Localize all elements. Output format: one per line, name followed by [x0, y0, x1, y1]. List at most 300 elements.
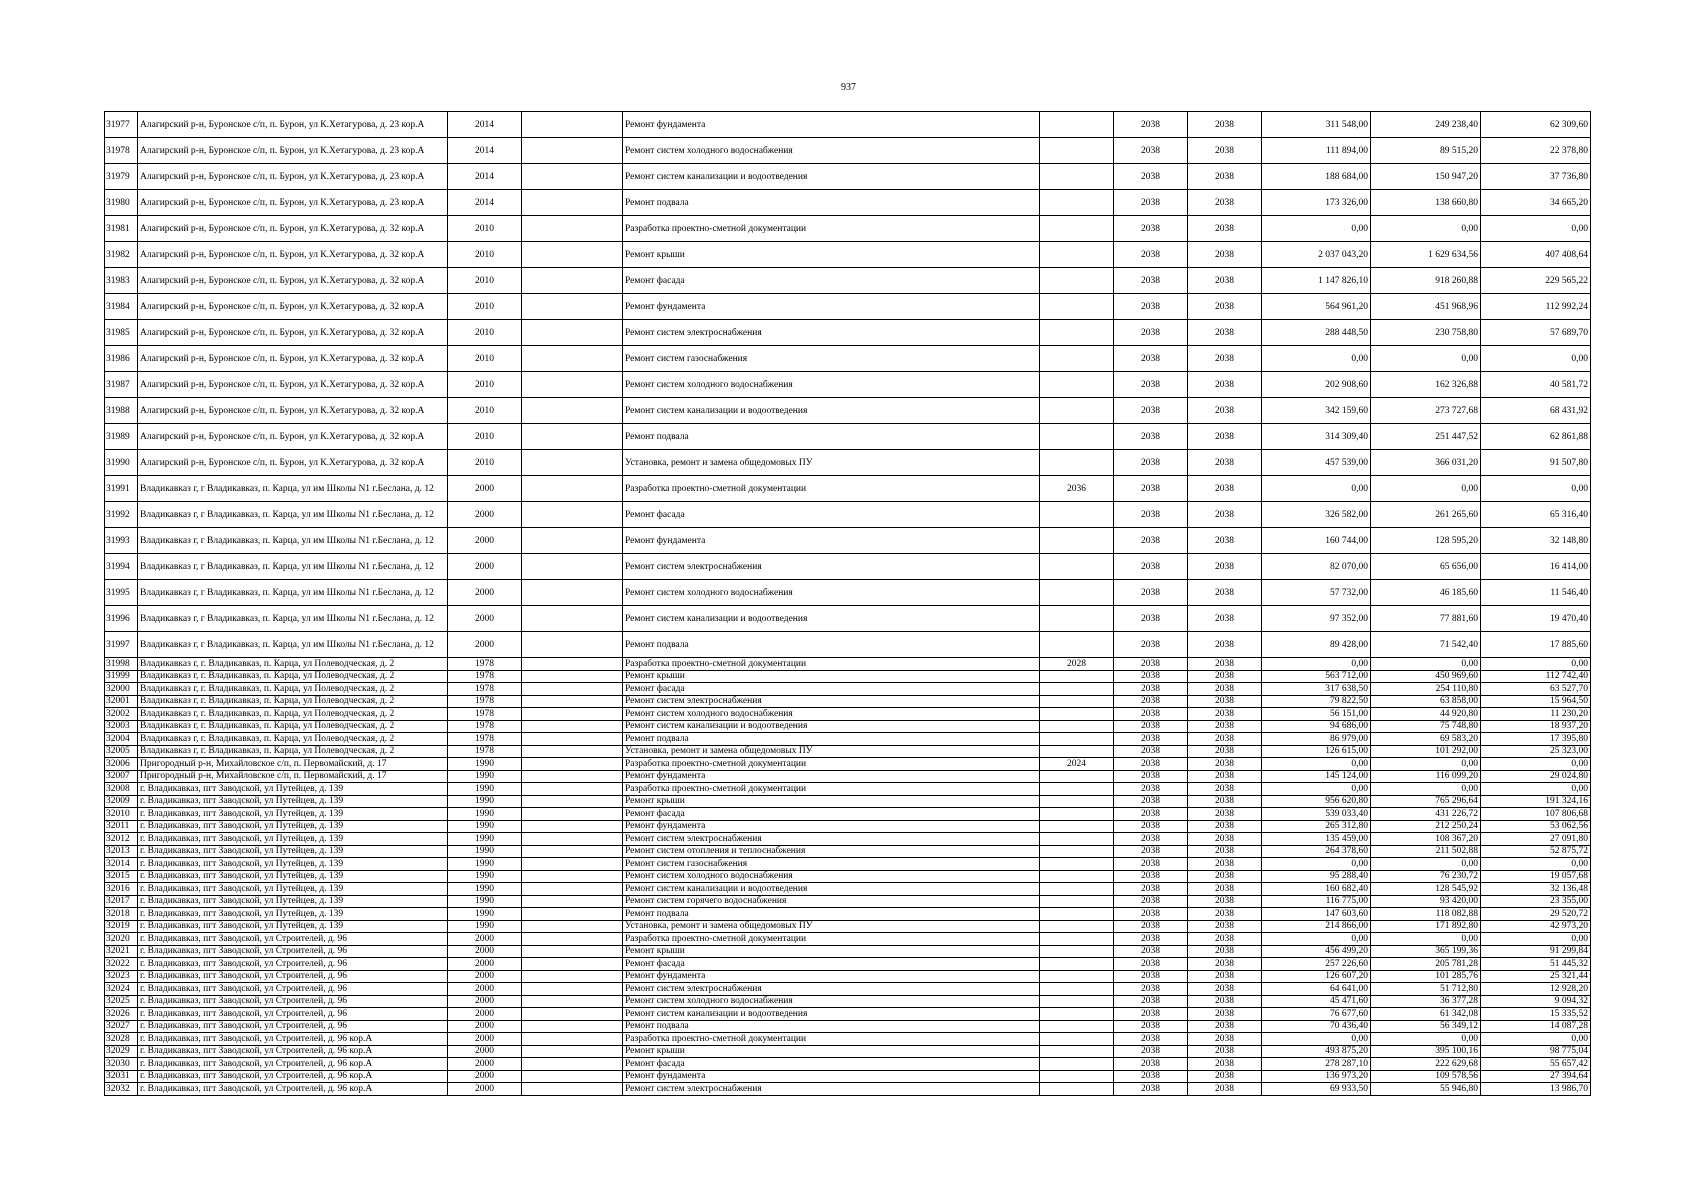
cell-record-id: 31992	[105, 502, 138, 528]
cell-plan-start-year: 2038	[1114, 1045, 1188, 1058]
cell-work-type: Ремонт подвала	[623, 1020, 1040, 1033]
cell-fund-amount: 918 260,88	[1371, 268, 1481, 294]
cell-plan-end-year: 2038	[1188, 795, 1262, 808]
cell-total-cost: 79 822,50	[1262, 695, 1371, 708]
cell-fund-amount: 55 946,80	[1371, 1083, 1481, 1096]
cell-last-repair-year	[1040, 683, 1114, 696]
cell-blank	[522, 216, 623, 242]
table-row	[105, 346, 1591, 372]
cell-blank	[522, 1070, 623, 1083]
cell-owners-amount: 29 024,80	[1481, 770, 1591, 783]
cell-owners-amount: 51 445,32	[1481, 958, 1591, 971]
cell-blank	[522, 670, 623, 683]
cell-work-type: Ремонт систем холодного водоснабжения	[623, 138, 1040, 164]
cell-address: Алагирский р-н, Буронское с/п, п. Бурон, ул К.Хетагурова, д. 23 кор.А	[138, 190, 448, 216]
table-row	[105, 450, 1591, 476]
cell-blank	[522, 845, 623, 858]
cell-plan-start-year: 2038	[1114, 708, 1188, 721]
cell-blank	[522, 858, 623, 871]
cell-work-type: Ремонт подвала	[623, 424, 1040, 450]
cell-work-type: Ремонт фундамента	[623, 112, 1040, 138]
cell-plan-start-year: 2038	[1114, 845, 1188, 858]
cell-work-type: Ремонт систем газоснабжения	[623, 858, 1040, 871]
cell-record-id: 32031	[105, 1070, 138, 1083]
cell-commissioning-year: 1990	[448, 908, 522, 921]
cell-last-repair-year	[1040, 883, 1114, 896]
table-row	[105, 502, 1591, 528]
cell-work-type: Ремонт фундамента	[623, 770, 1040, 783]
cell-fund-amount: 0,00	[1371, 216, 1481, 242]
table-row	[105, 372, 1591, 398]
cell-fund-amount: 249 238,40	[1371, 112, 1481, 138]
cell-fund-amount: 0,00	[1371, 858, 1481, 871]
cell-record-id: 31990	[105, 450, 138, 476]
cell-work-type: Ремонт крыши	[623, 1045, 1040, 1058]
cell-record-id: 31979	[105, 164, 138, 190]
cell-record-id: 31989	[105, 424, 138, 450]
cell-record-id: 32005	[105, 745, 138, 758]
cell-plan-end-year: 2038	[1188, 870, 1262, 883]
cell-blank	[522, 945, 623, 958]
cell-plan-end-year: 2038	[1188, 808, 1262, 821]
cell-blank	[522, 870, 623, 883]
cell-address: г. Владикавказ, пгт Заводской, ул Строителей, д. 96	[138, 970, 448, 983]
cell-plan-end-year: 2038	[1188, 164, 1262, 190]
table-row	[105, 242, 1591, 268]
cell-commissioning-year: 1990	[448, 870, 522, 883]
cell-plan-start-year: 2038	[1114, 733, 1188, 746]
cell-total-cost: 0,00	[1262, 476, 1371, 502]
cell-record-id: 32030	[105, 1058, 138, 1071]
cell-total-cost: 86 979,00	[1262, 733, 1371, 746]
cell-blank	[522, 372, 623, 398]
cell-plan-end-year: 2038	[1188, 720, 1262, 733]
table-row	[105, 758, 1591, 771]
cell-last-repair-year	[1040, 1045, 1114, 1058]
table-row	[105, 190, 1591, 216]
cell-plan-end-year: 2038	[1188, 695, 1262, 708]
cell-fund-amount: 273 727,68	[1371, 398, 1481, 424]
cell-record-id: 32013	[105, 845, 138, 858]
cell-last-repair-year	[1040, 216, 1114, 242]
table-row	[105, 528, 1591, 554]
cell-blank	[522, 1020, 623, 1033]
cell-owners-amount: 0,00	[1481, 658, 1591, 671]
cell-fund-amount: 63 858,00	[1371, 695, 1481, 708]
cell-total-cost: 257 226,60	[1262, 958, 1371, 971]
cell-total-cost: 278 287,10	[1262, 1058, 1371, 1071]
cell-plan-start-year: 2038	[1114, 795, 1188, 808]
cell-last-repair-year	[1040, 632, 1114, 658]
cell-work-type: Ремонт подвала	[623, 733, 1040, 746]
table-row	[105, 476, 1591, 502]
cell-owners-amount: 0,00	[1481, 858, 1591, 871]
table-row	[105, 1083, 1591, 1096]
cell-blank	[522, 632, 623, 658]
cell-blank	[522, 983, 623, 996]
cell-plan-end-year: 2038	[1188, 1020, 1262, 1033]
cell-commissioning-year: 2010	[448, 424, 522, 450]
cell-total-cost: 126 607,20	[1262, 970, 1371, 983]
cell-owners-amount: 15 964,50	[1481, 695, 1591, 708]
cell-total-cost: 89 428,00	[1262, 632, 1371, 658]
cell-commissioning-year: 2010	[448, 268, 522, 294]
cell-last-repair-year	[1040, 720, 1114, 733]
cell-blank	[522, 190, 623, 216]
cell-commissioning-year: 2010	[448, 346, 522, 372]
cell-last-repair-year	[1040, 908, 1114, 921]
cell-blank	[522, 606, 623, 632]
cell-plan-end-year: 2038	[1188, 1008, 1262, 1021]
cell-plan-start-year: 2038	[1114, 1020, 1188, 1033]
cell-last-repair-year	[1040, 502, 1114, 528]
cell-work-type: Ремонт фундамента	[623, 1070, 1040, 1083]
cell-blank	[522, 708, 623, 721]
cell-total-cost: 116 775,00	[1262, 895, 1371, 908]
cell-record-id: 31983	[105, 268, 138, 294]
cell-last-repair-year	[1040, 995, 1114, 1008]
cell-plan-end-year: 2038	[1188, 833, 1262, 846]
table-row	[105, 970, 1591, 983]
cell-total-cost: 69 933,50	[1262, 1083, 1371, 1096]
cell-last-repair-year	[1040, 138, 1114, 164]
cell-address: г. Владикавказ, пгт Заводской, ул Путейцев, д. 139	[138, 920, 448, 933]
cell-plan-end-year: 2038	[1188, 138, 1262, 164]
cell-last-repair-year	[1040, 708, 1114, 721]
cell-total-cost: 0,00	[1262, 858, 1371, 871]
cell-record-id: 32024	[105, 983, 138, 996]
table-row	[105, 983, 1591, 996]
cell-work-type: Ремонт фундамента	[623, 528, 1040, 554]
cell-plan-start-year: 2038	[1114, 983, 1188, 996]
cell-commissioning-year: 2000	[448, 945, 522, 958]
cell-blank	[522, 580, 623, 606]
cell-fund-amount: 205 781,28	[1371, 958, 1481, 971]
cell-plan-start-year: 2038	[1114, 528, 1188, 554]
cell-plan-start-year: 2038	[1114, 770, 1188, 783]
cell-record-id: 32017	[105, 895, 138, 908]
cell-last-repair-year	[1040, 845, 1114, 858]
cell-blank	[522, 808, 623, 821]
cell-plan-start-year: 2038	[1114, 745, 1188, 758]
cell-total-cost: 76 677,60	[1262, 1008, 1371, 1021]
cell-address: г. Владикавказ, пгт Заводской, ул Строителей, д. 96 кор.А	[138, 1070, 448, 1083]
cell-fund-amount: 0,00	[1371, 758, 1481, 771]
cell-owners-amount: 68 431,92	[1481, 398, 1591, 424]
cell-fund-amount: 365 199,36	[1371, 945, 1481, 958]
cell-plan-start-year: 2038	[1114, 783, 1188, 796]
table-row	[105, 908, 1591, 921]
cell-address: Владикавказ г, г. Владикавказ, п. Карца, ул Полеводческая, д. 2	[138, 708, 448, 721]
cell-work-type: Разработка проектно-сметной документации	[623, 658, 1040, 671]
cell-commissioning-year: 2000	[448, 983, 522, 996]
cell-record-id: 31991	[105, 476, 138, 502]
cell-plan-start-year: 2038	[1114, 920, 1188, 933]
cell-plan-end-year: 2038	[1188, 745, 1262, 758]
cell-plan-start-year: 2038	[1114, 695, 1188, 708]
cell-work-type: Разработка проектно-сметной документации	[623, 783, 1040, 796]
table-row	[105, 845, 1591, 858]
cell-blank	[522, 720, 623, 733]
cell-plan-start-year: 2038	[1114, 1070, 1188, 1083]
cell-record-id: 32002	[105, 708, 138, 721]
cell-last-repair-year	[1040, 1033, 1114, 1046]
table-row	[105, 424, 1591, 450]
cell-address: г. Владикавказ, пгт Заводской, ул Строителей, д. 96	[138, 983, 448, 996]
cell-commissioning-year: 1990	[448, 758, 522, 771]
cell-plan-start-year: 2038	[1114, 670, 1188, 683]
cell-last-repair-year: 2036	[1040, 476, 1114, 502]
cell-work-type: Ремонт подвала	[623, 632, 1040, 658]
cell-owners-amount: 98 775,04	[1481, 1045, 1591, 1058]
cell-address: г. Владикавказ, пгт Заводской, ул Строителей, д. 96	[138, 933, 448, 946]
cell-plan-end-year: 2038	[1188, 268, 1262, 294]
cell-last-repair-year	[1040, 783, 1114, 796]
cell-record-id: 32022	[105, 958, 138, 971]
cell-commissioning-year: 2014	[448, 190, 522, 216]
cell-owners-amount: 22 378,80	[1481, 138, 1591, 164]
cell-last-repair-year	[1040, 268, 1114, 294]
cell-last-repair-year	[1040, 920, 1114, 933]
cell-total-cost: 214 866,00	[1262, 920, 1371, 933]
cell-plan-start-year: 2038	[1114, 758, 1188, 771]
cell-record-id: 32028	[105, 1033, 138, 1046]
cell-fund-amount: 116 099,20	[1371, 770, 1481, 783]
cell-work-type: Ремонт систем канализации и водоотведения	[623, 606, 1040, 632]
cell-work-type: Ремонт фасада	[623, 683, 1040, 696]
cell-commissioning-year: 2000	[448, 1008, 522, 1021]
cell-record-id: 31988	[105, 398, 138, 424]
cell-work-type: Ремонт систем холодного водоснабжения	[623, 708, 1040, 721]
cell-work-type: Ремонт подвала	[623, 190, 1040, 216]
cell-total-cost: 94 686,00	[1262, 720, 1371, 733]
cell-blank	[522, 164, 623, 190]
cell-commissioning-year: 1978	[448, 670, 522, 683]
cell-blank	[522, 320, 623, 346]
cell-plan-end-year: 2038	[1188, 632, 1262, 658]
table-row	[105, 580, 1591, 606]
cell-address: Владикавказ г, г Владикавказ, п. Карца, ул им Школы N1 г.Беслана, д. 12	[138, 476, 448, 502]
cell-total-cost: 126 615,00	[1262, 745, 1371, 758]
cell-commissioning-year: 2000	[448, 933, 522, 946]
cell-address: Алагирский р-н, Буронское с/п, п. Бурон, ул К.Хетагурова, д. 23 кор.А	[138, 138, 448, 164]
cell-owners-amount: 11 546,40	[1481, 580, 1591, 606]
cell-commissioning-year: 1990	[448, 795, 522, 808]
cell-address: Алагирский р-н, Буронское с/п, п. Бурон, ул К.Хетагурова, д. 23 кор.А	[138, 112, 448, 138]
cell-plan-end-year: 2038	[1188, 733, 1262, 746]
cell-last-repair-year	[1040, 1008, 1114, 1021]
cell-address: г. Владикавказ, пгт Заводской, ул Путейцев, д. 139	[138, 858, 448, 871]
cell-work-type: Ремонт систем канализации и водоотведения	[623, 1008, 1040, 1021]
cell-blank	[522, 528, 623, 554]
cell-commissioning-year: 2000	[448, 1045, 522, 1058]
cell-owners-amount: 27 091,80	[1481, 833, 1591, 846]
cell-plan-end-year: 2038	[1188, 190, 1262, 216]
cell-plan-end-year: 2038	[1188, 1083, 1262, 1096]
cell-total-cost: 57 732,00	[1262, 580, 1371, 606]
cell-blank	[522, 920, 623, 933]
cell-plan-end-year: 2038	[1188, 958, 1262, 971]
cell-plan-end-year: 2038	[1188, 346, 1262, 372]
cell-commissioning-year: 1990	[448, 895, 522, 908]
cell-blank	[522, 733, 623, 746]
cell-address: Пригородный р-н, Михайловское с/п, п. Первомайский, д. 17	[138, 770, 448, 783]
cell-work-type: Ремонт фундамента	[623, 294, 1040, 320]
cell-owners-amount: 0,00	[1481, 758, 1591, 771]
cell-total-cost: 0,00	[1262, 216, 1371, 242]
cell-fund-amount: 77 881,60	[1371, 606, 1481, 632]
cell-blank	[522, 450, 623, 476]
cell-total-cost: 147 603,60	[1262, 908, 1371, 921]
table-row	[105, 112, 1591, 138]
cell-address: Владикавказ г, г. Владикавказ, п. Карца, ул Полеводческая, д. 2	[138, 683, 448, 696]
cell-plan-start-year: 2038	[1114, 858, 1188, 871]
cell-plan-end-year: 2038	[1188, 372, 1262, 398]
cell-plan-start-year: 2038	[1114, 1008, 1188, 1021]
table-row	[105, 833, 1591, 846]
cell-address: г. Владикавказ, пгт Заводской, ул Путейцев, д. 139	[138, 883, 448, 896]
table-row	[105, 720, 1591, 733]
cell-work-type: Ремонт крыши	[623, 670, 1040, 683]
cell-last-repair-year	[1040, 820, 1114, 833]
table-row	[105, 870, 1591, 883]
cell-record-id: 31994	[105, 554, 138, 580]
cell-address: Алагирский р-н, Буронское с/п, п. Бурон, ул К.Хетагурова, д. 32 кор.А	[138, 320, 448, 346]
cell-work-type: Ремонт систем отопления и теплоснабжения	[623, 845, 1040, 858]
cell-commissioning-year: 2000	[448, 580, 522, 606]
table-row	[105, 795, 1591, 808]
cell-address: г. Владикавказ, пгт Заводской, ул Путейцев, д. 139	[138, 783, 448, 796]
table-row	[105, 708, 1591, 721]
cell-record-id: 32023	[105, 970, 138, 983]
cell-last-repair-year	[1040, 164, 1114, 190]
cell-fund-amount: 36 377,28	[1371, 995, 1481, 1008]
cell-last-repair-year	[1040, 695, 1114, 708]
cell-work-type: Ремонт систем холодного водоснабжения	[623, 870, 1040, 883]
cell-blank	[522, 268, 623, 294]
cell-work-type: Ремонт систем канализации и водоотведения	[623, 164, 1040, 190]
cell-work-type: Ремонт систем электроснабжения	[623, 1083, 1040, 1096]
cell-plan-end-year: 2038	[1188, 320, 1262, 346]
cell-work-type: Ремонт систем канализации и водоотведения	[623, 398, 1040, 424]
cell-address: г. Владикавказ, пгт Заводской, ул Путейцев, д. 139	[138, 795, 448, 808]
cell-owners-amount: 19 057,68	[1481, 870, 1591, 883]
cell-commissioning-year: 1978	[448, 658, 522, 671]
table-row	[105, 808, 1591, 821]
cell-commissioning-year: 2014	[448, 138, 522, 164]
cell-fund-amount: 222 629,68	[1371, 1058, 1481, 1071]
cell-work-type: Установка, ремонт и замена общедомовых ПУ	[623, 920, 1040, 933]
cell-owners-amount: 91 299,84	[1481, 945, 1591, 958]
cell-plan-start-year: 2038	[1114, 808, 1188, 821]
cell-record-id: 31977	[105, 112, 138, 138]
cell-commissioning-year: 2000	[448, 958, 522, 971]
cell-commissioning-year: 2010	[448, 320, 522, 346]
cell-fund-amount: 93 420,00	[1371, 895, 1481, 908]
cell-blank	[522, 758, 623, 771]
cell-plan-end-year: 2038	[1188, 858, 1262, 871]
cell-address: Владикавказ г, г Владикавказ, п. Карца, ул им Школы N1 г.Беслана, д. 12	[138, 606, 448, 632]
cell-address: Алагирский р-н, Буронское с/п, п. Бурон, ул К.Хетагурова, д. 32 кор.А	[138, 372, 448, 398]
cell-record-id: 31985	[105, 320, 138, 346]
cell-commissioning-year: 1978	[448, 683, 522, 696]
cell-address: г. Владикавказ, пгт Заводской, ул Путейцев, д. 139	[138, 870, 448, 883]
cell-work-type: Разработка проектно-сметной документации	[623, 476, 1040, 502]
cell-record-id: 32004	[105, 733, 138, 746]
cell-fund-amount: 101 285,76	[1371, 970, 1481, 983]
cell-record-id: 32032	[105, 1083, 138, 1096]
cell-last-repair-year	[1040, 870, 1114, 883]
cell-commissioning-year: 1978	[448, 720, 522, 733]
cell-commissioning-year: 2000	[448, 1070, 522, 1083]
cell-total-cost: 2 037 043,20	[1262, 242, 1371, 268]
cell-fund-amount: 171 892,80	[1371, 920, 1481, 933]
cell-plan-end-year: 2038	[1188, 294, 1262, 320]
cell-record-id: 32001	[105, 695, 138, 708]
cell-total-cost: 539 033,40	[1262, 808, 1371, 821]
cell-blank	[522, 658, 623, 671]
cell-work-type: Разработка проектно-сметной документации	[623, 933, 1040, 946]
table-row	[105, 858, 1591, 871]
cell-fund-amount: 162 326,88	[1371, 372, 1481, 398]
cell-plan-start-year: 2038	[1114, 970, 1188, 983]
cell-fund-amount: 61 342,08	[1371, 1008, 1481, 1021]
cell-record-id: 32021	[105, 945, 138, 958]
cell-owners-amount: 17 885,60	[1481, 632, 1591, 658]
cell-blank	[522, 502, 623, 528]
cell-record-id: 31987	[105, 372, 138, 398]
cell-address: г. Владикавказ, пгт Заводской, ул Строителей, д. 96 кор.А	[138, 1083, 448, 1096]
cell-last-repair-year	[1040, 1058, 1114, 1071]
cell-plan-end-year: 2038	[1188, 1058, 1262, 1071]
cell-commissioning-year: 1990	[448, 820, 522, 833]
cell-plan-start-year: 2038	[1114, 883, 1188, 896]
cell-commissioning-year: 1990	[448, 808, 522, 821]
cell-work-type: Ремонт систем электроснабжения	[623, 833, 1040, 846]
cell-last-repair-year	[1040, 190, 1114, 216]
cell-work-type: Ремонт систем электроснабжения	[623, 695, 1040, 708]
cell-record-id: 32008	[105, 783, 138, 796]
cell-record-id: 32029	[105, 1045, 138, 1058]
cell-plan-end-year: 2038	[1188, 895, 1262, 908]
cell-blank	[522, 424, 623, 450]
cell-owners-amount: 25 321,44	[1481, 970, 1591, 983]
cell-plan-end-year: 2038	[1188, 528, 1262, 554]
cell-address: г. Владикавказ, пгт Заводской, ул Путейцев, д. 139	[138, 908, 448, 921]
cell-fund-amount: 128 545,92	[1371, 883, 1481, 896]
cell-address: Алагирский р-н, Буронское с/п, п. Бурон, ул К.Хетагурова, д. 32 кор.А	[138, 216, 448, 242]
cell-owners-amount: 32 148,80	[1481, 528, 1591, 554]
cell-last-repair-year	[1040, 745, 1114, 758]
cell-record-id: 32009	[105, 795, 138, 808]
cell-plan-start-year: 2038	[1114, 933, 1188, 946]
cell-plan-end-year: 2038	[1188, 112, 1262, 138]
table-row	[105, 670, 1591, 683]
cell-plan-end-year: 2038	[1188, 920, 1262, 933]
cell-plan-start-year: 2038	[1114, 138, 1188, 164]
cell-total-cost: 188 684,00	[1262, 164, 1371, 190]
table-row	[105, 1020, 1591, 1033]
cell-fund-amount: 254 110,80	[1371, 683, 1481, 696]
table-row	[105, 995, 1591, 1008]
cell-plan-end-year: 2038	[1188, 933, 1262, 946]
cell-fund-amount: 101 292,00	[1371, 745, 1481, 758]
cell-plan-start-year: 2038	[1114, 820, 1188, 833]
cell-plan-start-year: 2038	[1114, 476, 1188, 502]
cell-plan-start-year: 2038	[1114, 908, 1188, 921]
cell-last-repair-year	[1040, 320, 1114, 346]
cell-record-id: 32007	[105, 770, 138, 783]
